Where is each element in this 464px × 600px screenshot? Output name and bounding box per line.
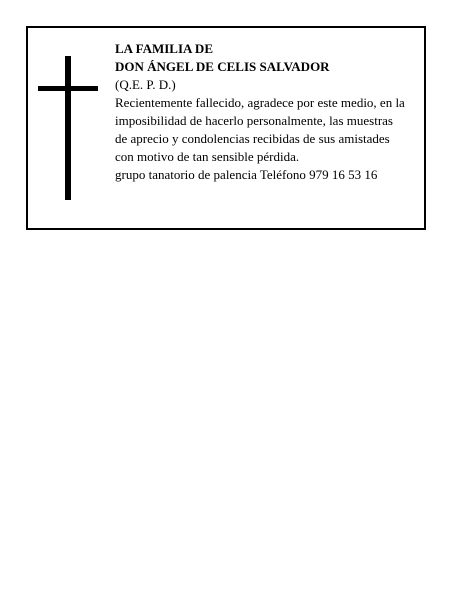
obituary-notice [26, 26, 426, 230]
cross-horizontal-bar [38, 86, 98, 91]
body-line-4: con motivo de tan sensible pérdida. [115, 149, 300, 164]
cross-vertical-bar [65, 56, 71, 200]
latin-cross-icon [38, 56, 98, 200]
body-line-3: de aprecio y condolencias recibidas de sus amistades [115, 131, 390, 146]
body-line-1: Recientemente fallecido, agradece por este medio, en la [115, 95, 405, 110]
notice-text [115, 40, 425, 184]
contact-line: grupo tanatorio de palencia Teléfono 979 16 53 16 [115, 167, 378, 182]
heading-family: LA FAMILIA DE [115, 41, 213, 56]
qepd-text: (Q.E. P. D.) [115, 77, 176, 92]
body-line-2: imposibilidad de hacerlo personalmente, las muestras [115, 113, 393, 128]
heading-deceased-name: DON ÁNGEL DE CELIS SALVADOR [115, 59, 330, 74]
